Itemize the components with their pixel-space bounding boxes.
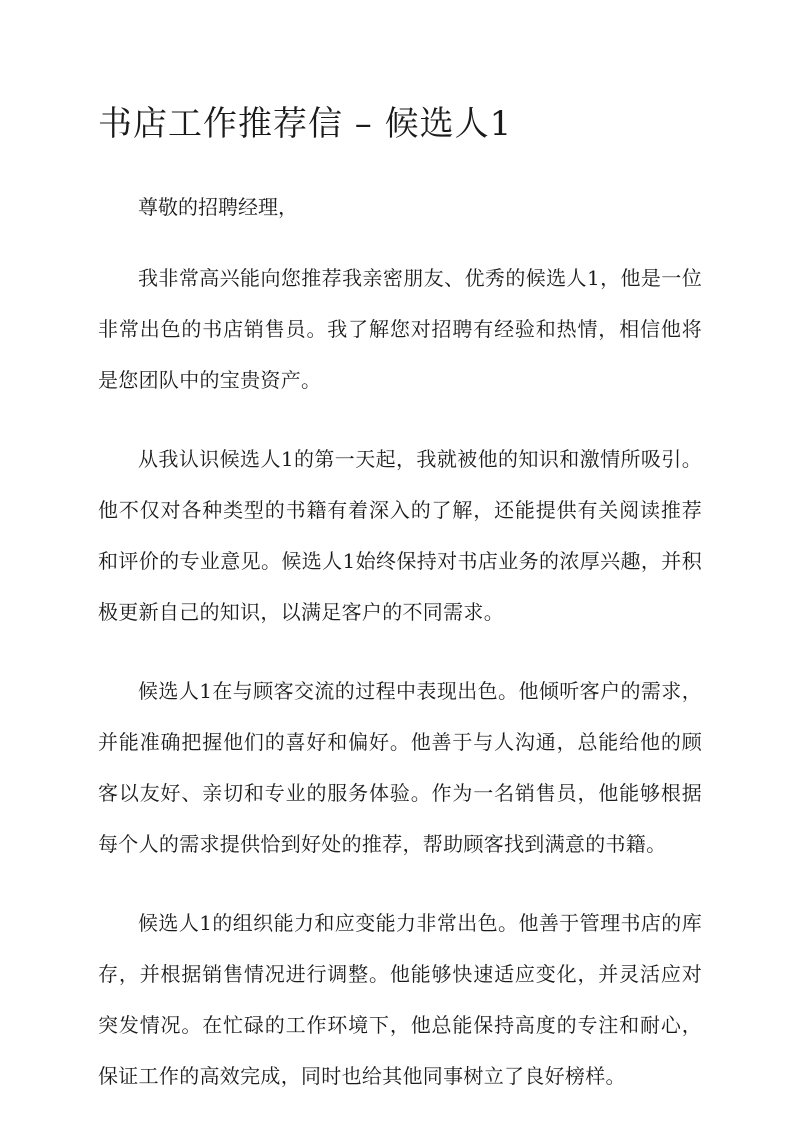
paragraph-1: 我非常高兴能向您推荐我亲密朋友、优秀的候选人1，他是一位非常出色的书店销售员。我了解您对招聘有经验和热情，相信他将是您团队中的宝贵资产。	[98, 266, 702, 392]
paragraph-4: 候选人1的组织能力和应变能力非常出色。他善于管理书店的库存，并根据销售情况进行调整。他能够快速适应变化，并灵活应对突发情况。在忙碌的工作环境下，他总能保持高度的专注和耐心，保证工作的高效完成，同时也给其他同事树立了良好榜样。	[98, 911, 702, 1088]
letter-title: 书店工作推荐信 – 候选人1	[98, 104, 513, 144]
paragraph-2: 从我认识候选人1的第一天起，我就被他的知识和激情所吸引。他不仅对各种类型的书籍有着深入的了解，还能提供有关阅读推荐和评价的专业意见。候选人1始终保持对书店业务的浓厚兴趣，并积极更新自己的知识，以满足客户的不同需求。	[98, 447, 702, 624]
letter-body	[98, 188, 702, 1130]
salutation: 尊敬的招聘经理，	[138, 195, 298, 219]
paragraph-3: 候选人1在与顾客交流的过程中表现出色。他倾听客户的需求，并能准确把握他们的喜好和偏好。他善于与人沟通，总能给他的顾客以友好、亲切和专业的服务体验。作为一名销售员，他能够根据每个人的需求提供恰到好处的推荐，帮助顾客找到满意的书籍。	[98, 679, 702, 856]
